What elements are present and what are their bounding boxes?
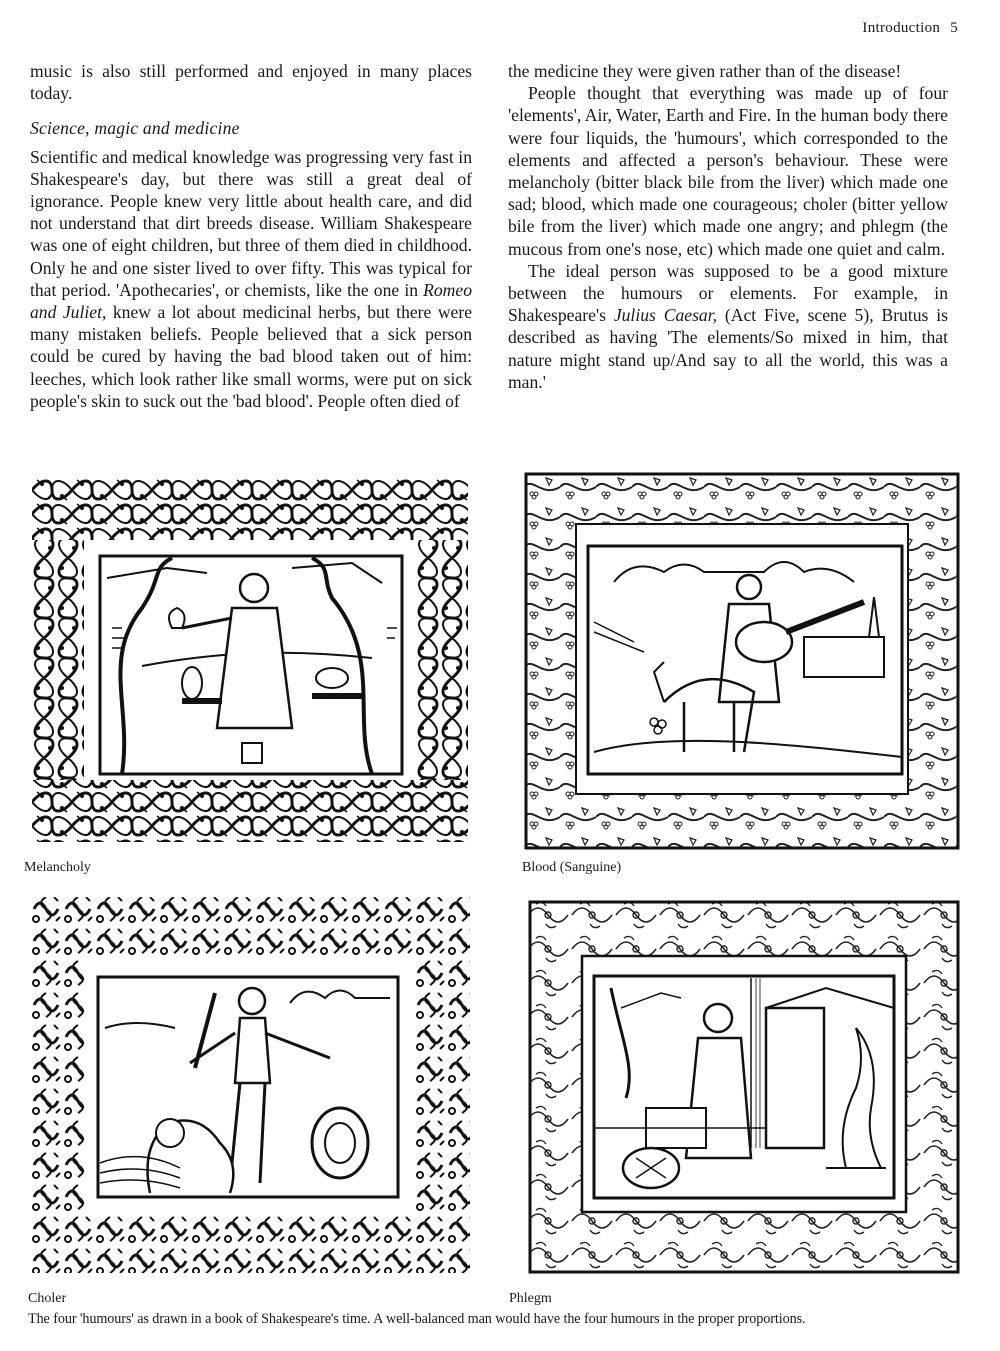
figure-caption: The four 'humours' as drawn in a book of Shakespeare's time. A well-balanced man would have the four humours in the proper proportions. <box>28 1311 806 1327</box>
paragraph-science <box>30 146 472 412</box>
woodcut-phlegm-illustration <box>526 898 962 1278</box>
woodcut-choler-illustration <box>30 893 482 1281</box>
running-head <box>862 20 958 37</box>
figure-label-melancholy: Melancholy <box>24 860 91 875</box>
paragraph-text: Scientific and medical knowledge was progressing very fast in Shakespeare's day, but there was still a great deal of ignorance. People knew very little about health care, and did not understand that dirt breeds disease. William Shakespeare was one of eight children, but three of them died in childhood. Only he and one sister lived to over fifty. This was typical for that period. 'Apothecaries', or chemists, like the one in <box>30 146 472 300</box>
figure-label-choler: Choler <box>28 1291 67 1306</box>
right-column <box>508 60 948 393</box>
continued-paragraph: music is also still performed and enjoyed in many places today. <box>30 61 472 104</box>
left-column <box>30 60 472 412</box>
continued-paragraph: the medicine they were given rather than of the disease! <box>508 61 902 81</box>
figure-label-phlegm: Phlegm <box>509 1291 552 1306</box>
woodcut-melancholy-illustration <box>32 478 468 842</box>
woodcut-sanguine-illustration <box>524 472 960 850</box>
figure-blood-sanguine <box>524 472 960 850</box>
play-title: Julius Caesar, <box>613 305 718 326</box>
section-heading: Science, magic and medicine <box>30 118 240 139</box>
figure-phlegm <box>526 898 962 1278</box>
figure-choler <box>30 893 482 1281</box>
running-head-section: Introduction <box>862 20 941 36</box>
page-number: 5 <box>950 20 958 36</box>
figure-label-blood: Blood (Sanguine) <box>522 860 622 875</box>
paragraph-humours: People thought that everything was made up of four 'elements', Air, Water, Earth and Fire. In the human body there were four liquids, the 'humours', which corresponded to the elements and affected a person's behaviour. These were melancholy (bitter black bile from the liver) which made one sad; blood, which made one courageous; choler (bitter yellow bile from the liver) which made one angry; and phlegm (the mucous from one's nose, etc) which made one quiet and calm. <box>508 83 948 259</box>
figure-melancholy <box>32 478 468 842</box>
play-title: Romeo and Juliet <box>30 279 472 323</box>
paragraph-text: The ideal person was supposed to be a good mixture between the humours or elements. For example, in Shakespeare's <box>508 260 948 326</box>
paragraph-text: , knew a lot about medicinal herbs, but there were many mistaken beliefs. People believed that a sick person could be cured by having the bad blood taken out of him: leeches, which look rather like small worms, were put on sick people's skin to suck out the 'bad blood'. People often died of <box>30 302 473 411</box>
paragraph-text: (Act Five, scene 5), Brutus is described as having 'The elements/So mixed in him, that nature might stand up/And say to all the world, this was a man.' <box>508 305 948 392</box>
paragraph-ideal-person <box>508 260 948 393</box>
